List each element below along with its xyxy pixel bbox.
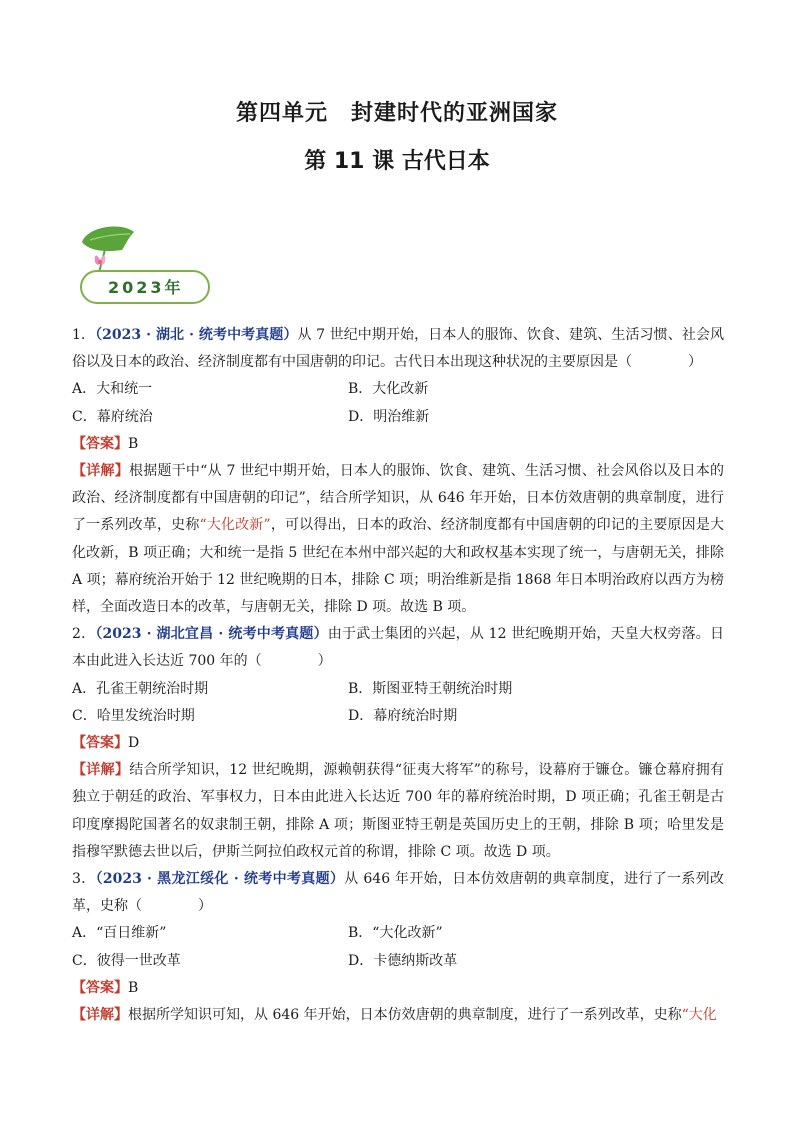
- explanation: [72, 458, 724, 621]
- answer-value: B: [128, 435, 139, 452]
- detail-text: 根据所学知识可知，从 646 年开始，日本仿效唐朝的典章制度，进行了一系列改革，史称: [128, 1007, 682, 1024]
- option-d: D．卡德纳斯改革: [348, 952, 458, 969]
- answer-value: D: [128, 735, 140, 752]
- detail-text: 根据题干中“从 7 世纪中期开始，日本人的服饰、饮食、建筑、生活习惯、社会风俗以及日本的政治、经济制度都有中国唐朝的印记”，结合所学知识，从 646 年开始，日本仿效唐朝的典章制度，进行了一系列改革，史称: [72, 463, 725, 534]
- unit-title: 第四单元 封建时代的亚洲国家: [235, 101, 558, 126]
- answer-tag: 【答案】: [72, 735, 128, 752]
- option-a: A．大和统一: [72, 381, 153, 398]
- option-b: B．大化改新: [348, 381, 429, 398]
- answer-value: B: [128, 979, 139, 996]
- option-b: B．斯图亚特王朝统治时期: [348, 680, 513, 697]
- options: [72, 676, 724, 730]
- question-source: （2023 · 湖北 · 统考中考真题）: [95, 327, 298, 343]
- options: [72, 920, 724, 974]
- year-badge: [70, 222, 210, 304]
- option-d: D．明治维新: [348, 408, 430, 425]
- answer-tag: 【答案】: [72, 979, 128, 996]
- answer: [72, 730, 724, 757]
- year-label: 2023年: [108, 278, 184, 297]
- detail-text: 结合所学知识，12 世纪晚期，源赖朝获得“征夷大将军”的称号，设幕府于镰仓。镰仓幕府拥有独立于朝廷的政治、军事权力，日本由此进入长达近 700 年的幕府统治时期，D 项正确；孔雀王朝是古印度摩揭陀国著名的奴隶制王朝，排除 A 项；斯图亚特王朝是英国历史上的王朝，排除 B 项；哈里发是指穆罕默德去世以后，伊斯兰阿拉伯政权元首的称谓，排除 C 项。故选 D 项。: [72, 762, 725, 860]
- question-number: 1．: [72, 327, 96, 343]
- answer-tag: 【答案】: [72, 435, 128, 452]
- question-stem: 从 646 年开始，日本仿效唐朝的典章制度，进行了一系列改革，史称（ ）: [72, 871, 724, 915]
- question-number: 3．: [72, 871, 96, 888]
- explanation: [72, 1002, 724, 1029]
- explanation: [72, 757, 724, 866]
- lesson-title: 第 11 课 古代日本: [304, 149, 490, 174]
- question-list: [72, 322, 724, 1029]
- question-source: （2023 · 黑龙江绥化 · 统考中考真题）: [95, 871, 345, 888]
- option-c: C．幕府统治: [72, 408, 153, 425]
- answer: [72, 975, 724, 1002]
- question-number: 2．: [72, 626, 96, 643]
- option-d: D．幕府统治时期: [348, 707, 458, 724]
- question-source: （2023 · 湖北宜昌 · 统考中考真题）: [95, 626, 328, 643]
- option-c: C．哈里发统治时期: [72, 707, 195, 724]
- question-stem: 从 7 世纪中期开始，日本人的服饰、饮食、建筑、生活习惯、社会风俗以及日本的政治、经济制度都有中国唐朝的印记。古代日本出现这种状况的主要原因是（ ）: [72, 327, 724, 371]
- option-c: C．彼得一世改革: [72, 952, 181, 969]
- options: [72, 376, 724, 430]
- detail-tag: 【详解】: [72, 762, 130, 779]
- detail-tag: 【详解】: [72, 1007, 128, 1024]
- option-b: B．“大化改新”: [348, 925, 443, 942]
- detail-highlight: “大化改新”: [199, 517, 271, 534]
- detail-text-2: ，可以得出，日本的政治、经济制度都有中国唐朝的印记的主要原因是大化改新，B 项正确；大和统一是指 5 世纪在本州中部兴起的大和政权基本实现了统一，与唐朝无关，排除 A 项；幕府统治开始于 12 世纪晚期的日本，排除 C 项；明治维新是指 1868 年日本明治政府以西方为榜样，全面改造日本的改革，与唐朝无关，排除 D 项。故选 B 项。: [72, 517, 725, 616]
- question-2: [72, 621, 724, 866]
- detail-tag: 【详解】: [72, 463, 129, 480]
- question-stem: 由于武士集团的兴起，从 12 世纪晚期开始，天皇大权旁落。日本由此进入长达近 700 年的（ ）: [72, 626, 724, 670]
- question-3: [72, 866, 724, 1029]
- option-a: A．“百日维新”: [72, 925, 167, 942]
- detail-highlight: “大化: [681, 1007, 717, 1024]
- answer: [72, 431, 724, 458]
- question-1: [72, 322, 724, 621]
- option-a: A．孔雀王朝统治时期: [72, 680, 209, 697]
